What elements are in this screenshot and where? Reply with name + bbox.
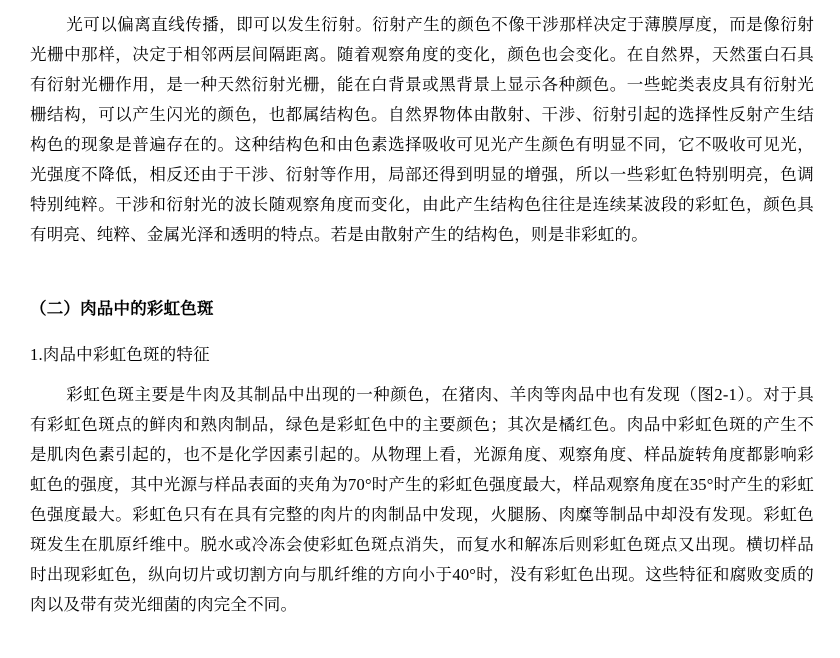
paragraph-rainbow-characteristics: 彩虹色斑主要是牛肉及其制品中出现的一种颜色，在猪肉、羊肉等肉品中也有发现（图2-1）。对于具有彩虹色斑点的鲜肉和熟肉制品，绿色是彩虹色中的主要颜色；其次是橘红色。肉品中彩虹色斑的产生不是肌肉色素引起的，也不是化学因素引起的。从物理上看，光源角度、观察角度、样品旋转角度都影响彩虹色的强度，其中光源与样品表面的夹角为70°时产生的彩虹色强度最大，样品观察角度在35°时产生的彩虹色强度最大。彩虹色只有在具有完整的肉片的肉制品中发现，火腿肠、肉糜等制品中却没有发现。彩虹色斑发生在肌原纤维中。脱水或冷冻会使彩虹色斑点消失，而复水和解冻后则彩虹色斑点又出现。横切样品时出现彩虹色，纵向切片或切割方向与肌纤维的方向小于40°时，没有彩虹色出现。这些特征和腐败变质的肉以及带有荧光细菌的肉完全不同。: [30, 385, 814, 614]
spacer-before-sub-heading: [30, 324, 814, 340]
spacer-before-body-paragraph: [30, 370, 814, 380]
sub-heading: 1.肉品中彩虹色斑的特征: [30, 345, 210, 364]
section-heading: （二）肉品中的彩虹色斑: [30, 299, 214, 318]
paragraph-structural-color: 光可以偏离直线传播，即可以发生衍射。衍射产生的颜色不像干涉那样决定于薄膜厚度，而是像衍射光栅中那样，决定于相邻两层间隔距离。随着观察角度的变化，颜色也会变化。在自然界，天然蛋白石具有衍射光栅作用，是一种天然衍射光栅，能在白背景或黑背景上显示各种颜色。一些蛇类表皮具有衍射光栅结构，可以产生闪光的颜色，也都属结构色。自然界物体由散射、干涉、衍射引起的选择性反射产生结构色的现象是普遍存在的。这种结构色和由色素选择吸收可见光产生颜色有明显不同，它不吸收可见光，光强度不降低，相反还由于干涉、衍射等作用，局部还得到明显的增强，所以一些彩虹色特别明亮，色调特别纯粹。干涉和衍射光的波长随观察角度而变化，由此产生结构色往往是连续某波段的彩虹色，颜色具有明亮、纯粹、金属光泽和透明的特点。若是由散射产生的结构色，则是非彩虹的。: [30, 15, 814, 244]
spacer-before-section-heading: [30, 250, 814, 294]
